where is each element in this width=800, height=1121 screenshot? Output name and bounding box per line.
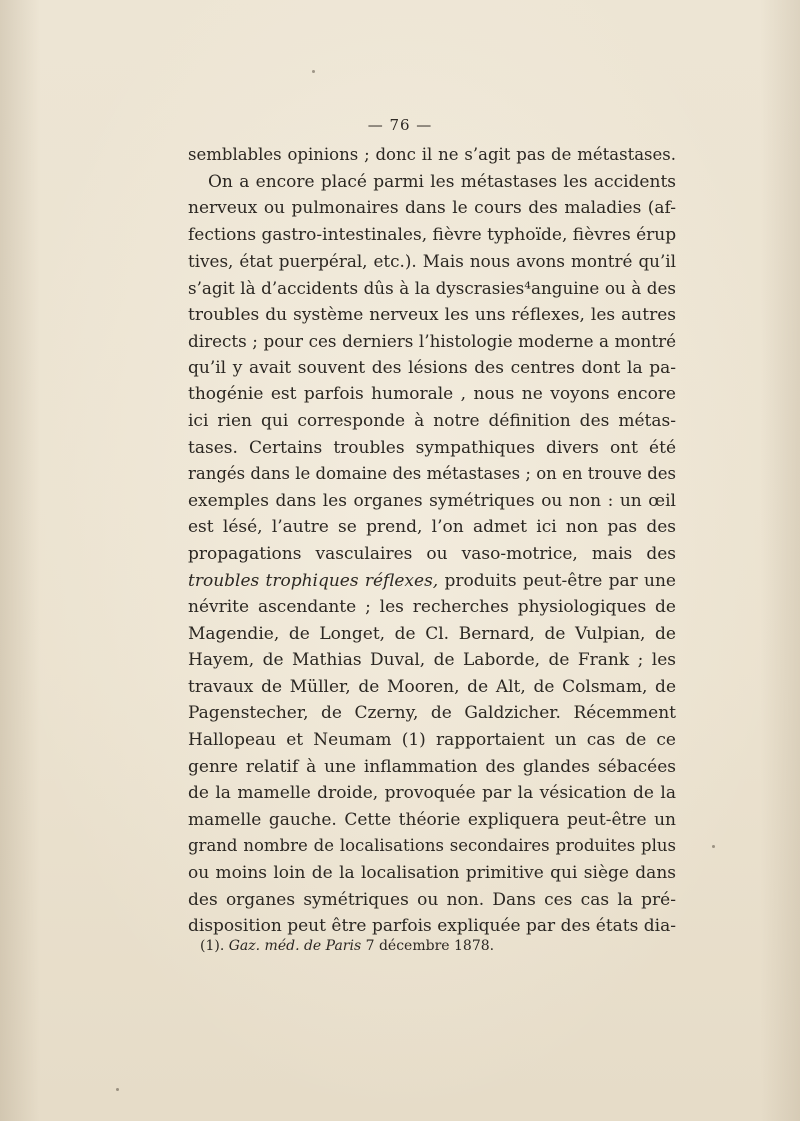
left-edge-shadow [0,0,40,1121]
paper-speck [648,470,651,473]
text-line: Hayem, de Mathias Duval, de Laborde, de Frank ; les [188,650,676,671]
text-line: thogénie est parfois humorale , nous ne voyons encore [188,384,676,405]
text-line: s’agit là d’accidents dûs à la dyscrasies⁴anguine ou à des [188,277,676,298]
text-line: disposition peut être parfois expliquée par des états dia- [188,916,676,937]
italic-phrase: troubles trophiques réflexes, [188,570,439,591]
footnote-source: Gaz. méd. de Paris [228,938,362,954]
text-line: troubles du système nerveux les uns réflexes, les autres [188,304,676,325]
footnote-date: 7 décembre 1878. [361,938,495,954]
text-line: qu’il y avait souvent des lésions des centres dont la pa- [188,357,676,378]
text-line: On a encore placé parmi les métastases les accidents [208,171,676,192]
text-line: tases. Certains troubles sympathiques divers ont été [188,437,676,458]
right-edge-shadow [760,0,800,1121]
text-line: Magendie, de Longet, de Cl. Bernard, de Vulpian, de [188,623,676,644]
text-line: Pagenstecher, de Czerny, de Galdzicher. Récemment [188,703,676,724]
footnote-marker: (1). [200,938,225,954]
text-line: rangés dans le domaine des métastases ; on en trouve des [188,464,676,484]
text-line: semblables opinions ; donc il ne s’agit pas de métastases. [188,145,676,164]
paper-speck [116,1088,119,1091]
text-line: ou moins loin de la localisation primitive qui siège dans [188,863,676,884]
text-line: Hallopeau et Neumam (1) rapportaient un cas de ce [188,730,676,751]
text-line: mamelle gauche. Cette théorie expliquera peut-être un [188,809,676,830]
text-line: est lésé, l’autre se prend, l’on admet ici non pas des [188,517,676,538]
text-line: névrite ascendante ; les recherches physiologiques de [188,597,676,618]
text-line-italic [188,568,676,595]
text-line: ici rien qui corresponde à notre définition des métas- [188,410,676,431]
text-line: genre relatif à une inflammation des glandes sébacées [188,756,676,777]
text-line: fections gastro-intestinales, fièvre typhoïde, fièvres érup [188,224,677,245]
text-line: grand nombre de localisations secondaires produites plus [188,836,676,856]
page-number: — 76 — [367,116,433,134]
text-line: des organes symétriques ou non. Dans ces cas la pré- [188,889,676,910]
paper-speck [312,70,315,73]
text-line: tives, état puerpéral, etc.). Mais nous avons montré qu’il [188,251,676,272]
text-line: de la mamelle droide, provoquée par la vésication de la [188,783,676,804]
text-line: travaux de Müller, de Mooren, de Alt, de Colsmam, de [188,676,676,697]
italic-line-rest: produits peut-être par une [438,570,676,591]
text-line: propagations vasculaires ou vaso-motrice, mais des [188,543,676,564]
text-line: exemples dans les organes symétriques ou non : un œil [188,490,676,511]
text-line: nerveux ou pulmonaires dans le cours des maladies (af- [188,198,676,219]
body-text [188,142,676,940]
paper-speck [712,845,715,848]
text-line: directs ; pour ces derniers l’histologie moderne a montré [188,331,676,352]
footnote [200,938,494,954]
